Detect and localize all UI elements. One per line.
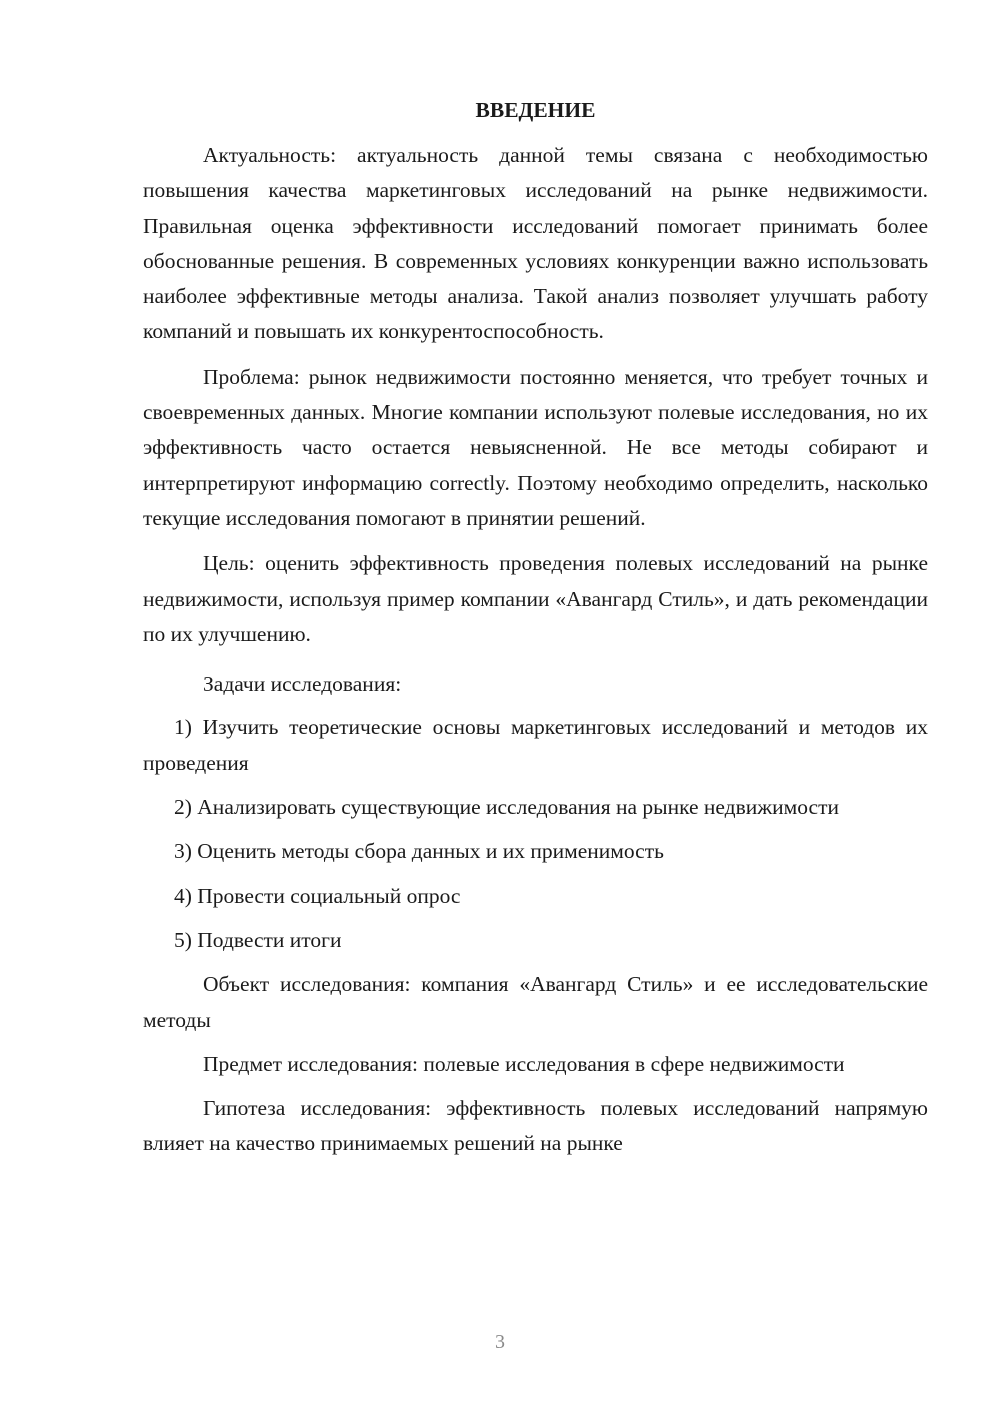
- paragraph-problem: Проблема: рынок недвижимости постоянно меняется, что требует точных и своевременных данных. Многие компании используют полевые исследования, но их эффективность часто остается невыясненной. Не все методы собирают и интерпретируют информацию correctly. Поэтому необходимо определить, насколько текущие исследования помогают в принятии решений.: [143, 364, 928, 530]
- task-item: 5) Подвести итоги: [174, 927, 342, 952]
- task-list: [143, 710, 928, 958]
- task-item: 3) Оценить методы сбора данных и их применимость: [174, 839, 664, 864]
- paragraph-hypothesis: Гипотеза исследования: эффективность полевых исследований напрямую влияет на качество принимаемых решений на рынке: [143, 1096, 928, 1156]
- paragraph-goal: Цель: оценить эффективность проведения полевых исследований на рынке недвижимости, используя пример компании «Авангард Стиль», и дать рекомендации по их улучшению.: [143, 551, 928, 646]
- paragraph-object: Объект исследования: компания «Авангард Стиль» и ее исследовательские методы: [143, 972, 928, 1032]
- paragraph-tasks-intro: Задачи исследования:: [203, 672, 402, 697]
- page-number: 3: [495, 1331, 505, 1353]
- task-item: 2) Анализировать существующие исследования на рынке недвижимости: [174, 795, 839, 820]
- task-item: 1) Изучить теоретические основы маркетинговых исследований и методов их проведения: [143, 715, 928, 775]
- page-body: [143, 94, 928, 1162]
- page-heading: ВВЕДЕНИЕ: [475, 98, 596, 122]
- task-item: 4) Провести социальный опрос: [174, 883, 461, 908]
- paragraph-relevance: Актуальность: актуальность данной темы связана с необходимостью повышения качества маркетинговых исследований на рынке недвижимости. Правильная оценка эффективности исследований помогает принимать более обоснованные решения. В современных условиях конкуренции важно использовать наиболее эффективные методы анализа. Такой анализ позволяет улучшать работу компаний и повышать их конкурентоспособность.: [143, 143, 928, 344]
- paragraph-subject: Предмет исследования: полевые исследования в сфере недвижимости: [203, 1051, 845, 1076]
